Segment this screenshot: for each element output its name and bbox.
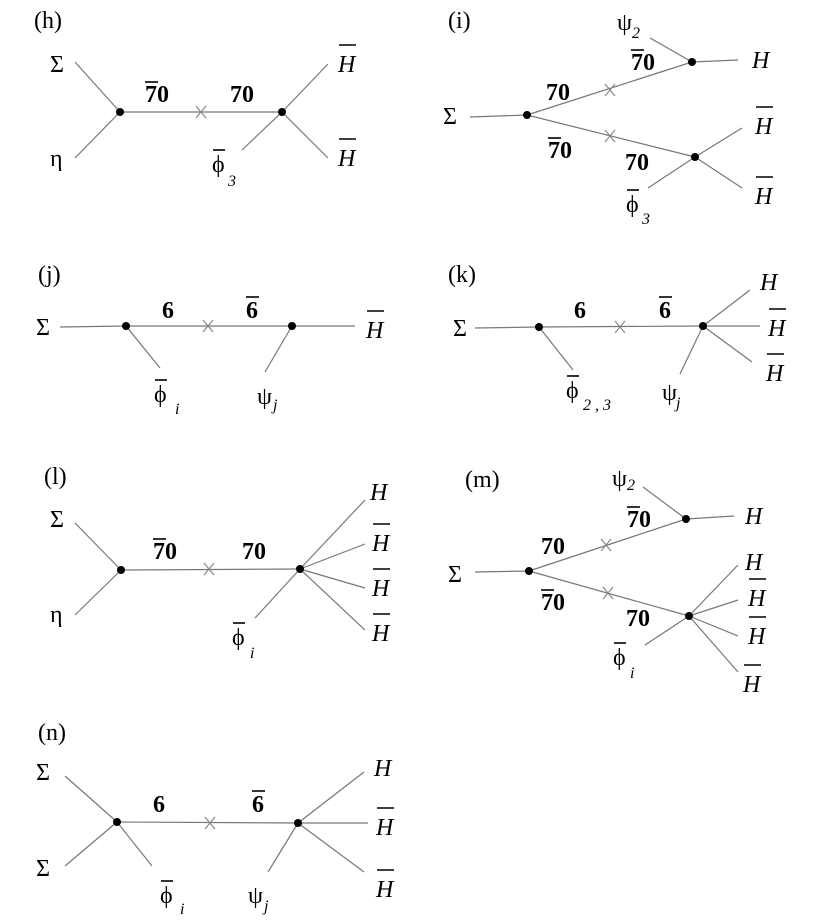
- ext-l-hbar-1: H: [372, 531, 390, 557]
- ext-n-hbar-1: H: [376, 815, 394, 841]
- insert-m-psi-sub: 2: [627, 477, 635, 494]
- insert-i-psi-sub: 2: [632, 25, 640, 42]
- vertex-k-left: [535, 323, 543, 331]
- ext-m-hbar-2: H: [748, 624, 766, 650]
- prop-m-lower-left: 70: [541, 590, 565, 616]
- vertex-k-right: [699, 322, 707, 330]
- ext-l-hbar-2: H: [372, 576, 390, 602]
- ext-m-sigma: Σ: [448, 562, 462, 588]
- ext-l-eta: η: [50, 602, 63, 628]
- prop-h-left: 70: [145, 82, 169, 108]
- ext-h-eta: η: [50, 146, 63, 172]
- ext-k-hbar-1: H: [768, 316, 786, 342]
- ext-n-sigma-2: Σ: [36, 856, 50, 882]
- diagram-i: [443, 8, 774, 228]
- vertex-i-upper: [688, 58, 696, 66]
- panel-label-j: (j): [38, 262, 61, 288]
- insert-j-phi-sub: i: [175, 401, 180, 418]
- ext-k-sigma: Σ: [453, 316, 467, 342]
- prop-l-right: 70: [242, 539, 266, 565]
- prop-n-left: 6: [153, 792, 165, 818]
- vertex-h-left: [116, 108, 124, 116]
- prop-k-left: 6: [574, 298, 586, 324]
- insert-l-phi-sub: i: [250, 645, 255, 662]
- insert-l-phi: ϕ: [232, 625, 245, 651]
- prop-h-right: 70: [230, 82, 254, 108]
- diagram-h: [34, 8, 357, 190]
- vertex-i-source: [523, 111, 531, 119]
- ext-n-h: H: [374, 756, 392, 782]
- insert-i-phi: ϕ: [626, 192, 639, 218]
- ext-l-hbar-3: H: [372, 621, 390, 647]
- panel-label-i: (i): [448, 8, 471, 34]
- vertex-h-right: [278, 108, 286, 116]
- ext-n-sigma-1: Σ: [36, 760, 50, 786]
- insert-m-psi: ψ: [612, 466, 628, 492]
- insert-i-psi: ψ: [617, 10, 633, 36]
- mass-insertion-m-lower: [603, 587, 613, 599]
- insert-m-phi-sub: i: [630, 665, 635, 682]
- insert-n-phi-sub: i: [180, 901, 185, 918]
- insert-j-psi: ψ: [257, 384, 273, 410]
- diagram-l: [44, 464, 391, 662]
- vertex-l-left: [117, 566, 125, 574]
- prop-i-lower-right: 70: [625, 150, 649, 176]
- prop-j-left: 6: [162, 298, 174, 324]
- ext-l-sigma: Σ: [50, 507, 64, 533]
- insert-j-phi: ϕ: [154, 382, 167, 408]
- ext-j-hbar: H: [366, 318, 384, 344]
- ext-k-h: H: [760, 270, 778, 296]
- diagram-k: [448, 262, 787, 414]
- vertex-n-right: [294, 819, 302, 827]
- panel-label-k: (k): [448, 262, 476, 288]
- prop-i-lower-left: 70: [548, 138, 572, 164]
- insert-h-phi-sub: 3: [228, 173, 236, 190]
- insert-k-psi-sub: j: [676, 395, 681, 412]
- ext-h-sigma: Σ: [50, 52, 64, 78]
- prop-m-lower-right: 70: [626, 606, 650, 632]
- vertex-m-lower: [685, 612, 693, 620]
- vertex-i-lower: [691, 153, 699, 161]
- insert-k-phi: ϕ: [566, 378, 579, 404]
- insert-n-phi: ϕ: [160, 883, 173, 909]
- ext-j-sigma: Σ: [36, 315, 50, 341]
- vertex-n-left: [113, 818, 121, 826]
- ext-n-hbar-2: H: [376, 877, 394, 903]
- diagram-n: [36, 720, 395, 918]
- vertex-j-right: [288, 322, 296, 330]
- insert-i-phi-sub: 3: [642, 211, 650, 228]
- ext-h-hbar-1: H: [338, 52, 356, 78]
- ext-m-hbar-1: H: [748, 586, 766, 612]
- panel-label-m: (m): [465, 467, 500, 493]
- panel-label-n: (n): [38, 720, 66, 746]
- insert-n-psi-sub: j: [264, 898, 269, 915]
- diagram-m: [448, 466, 767, 698]
- prop-i-upper-right: 70: [631, 50, 655, 76]
- vertex-m-upper: [682, 515, 690, 523]
- prop-k-right: 6: [659, 298, 671, 324]
- mass-insertion-m-upper: [601, 539, 611, 551]
- prop-m-upper-right: 70: [627, 507, 651, 533]
- prop-j-right: 6: [246, 298, 258, 324]
- vertex-l-right: [296, 565, 304, 573]
- prop-i-upper-left: 70: [546, 80, 570, 106]
- insert-j-psi-sub: j: [273, 397, 278, 414]
- diagram-j: [36, 262, 385, 418]
- ext-m-h-upper: H: [745, 504, 763, 530]
- ext-k-hbar-2: H: [766, 361, 784, 387]
- prop-n-right: 6: [252, 792, 264, 818]
- ext-h-hbar-2: H: [338, 146, 356, 172]
- ext-i-sigma: Σ: [443, 104, 457, 130]
- ext-i-hbar-2: H: [755, 184, 773, 210]
- ext-i-h: H: [752, 48, 770, 74]
- insert-h-phi: ϕ: [212, 152, 225, 178]
- insert-k-psi: ψ: [662, 380, 678, 406]
- prop-l-left: 70: [153, 539, 177, 565]
- vertex-j-left: [122, 322, 130, 330]
- ext-i-hbar-1: H: [755, 114, 773, 140]
- insert-n-psi: ψ: [248, 883, 264, 909]
- ext-m-h-lower: H: [745, 550, 763, 576]
- ext-m-hbar-3: H: [743, 672, 761, 698]
- insert-m-phi: ϕ: [613, 645, 626, 671]
- ext-l-h: H: [370, 480, 388, 506]
- panel-label-h: (h): [34, 8, 62, 34]
- prop-m-upper-left: 70: [541, 534, 565, 560]
- mass-insertion-i-lower: [605, 130, 615, 142]
- vertex-m-source: [525, 567, 533, 575]
- insert-k-phi-sub: 2 , 3: [583, 397, 611, 414]
- panel-label-l: (l): [44, 464, 67, 490]
